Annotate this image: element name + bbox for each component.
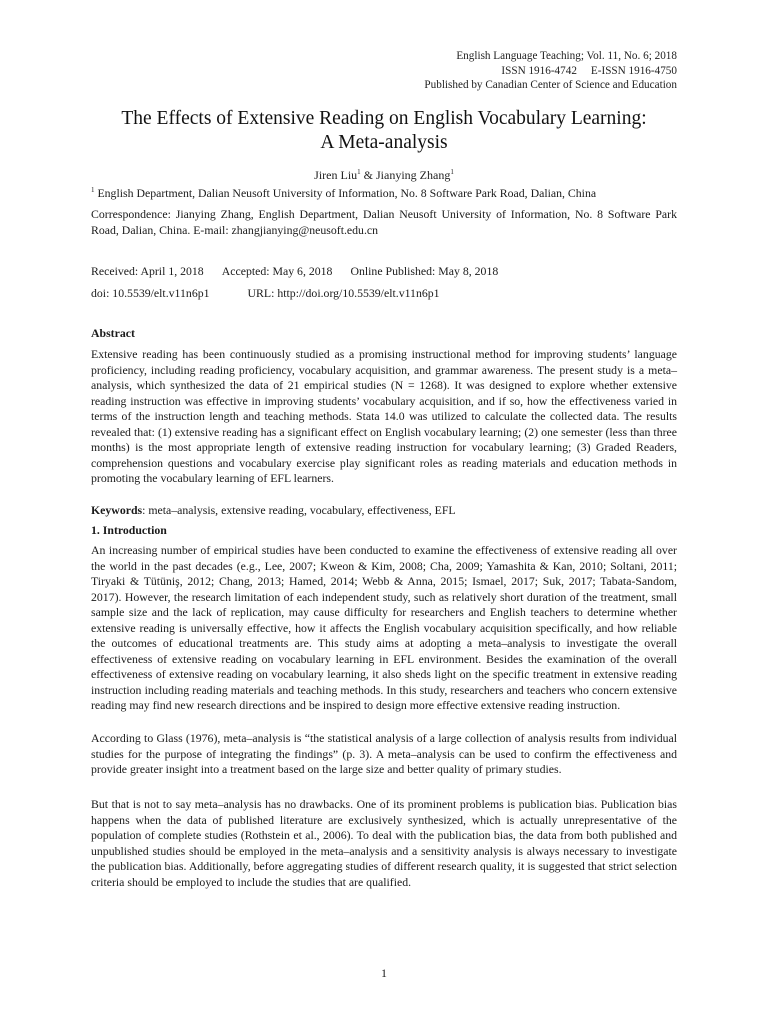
page-number: 1 bbox=[381, 966, 387, 980]
affiliation bbox=[91, 186, 677, 202]
introduction-paragraph-2: According to Glass (1976), meta–analysis is “the statistical analysis of a large collection of analysis results from individual studies for the purpose of integrating the findings” (p. 3). A meta–analysis can be used to confirm the effectiveness and provide greater insight into a treatment based on the large size and better quality of primary studies. bbox=[91, 731, 677, 776]
introduction-paragraph-3: But that is not to say meta–analysis has no drawbacks. One of its prominent problems is publication bias. Publication bias happens when the data of published literature are exclusively synthesized, which is actually unrepresentative of the population of complete studies (Rothstein et al., 2006). To deal with the publication bias, the data from both published and unpublished studies should be employed in the meta–analysis and a sensitivity analysis is always necessary to investigate the publication bias. Additionally, before aggregating studies of different research quality, it is suggested that strict selection criteria should be employed to include the studies that are qualified. bbox=[91, 797, 677, 889]
doi-text: doi: 10.5539/elt.v11n6p1 bbox=[91, 286, 210, 300]
doi-url[interactable]: URL: http://doi.org/10.5539/elt.v11n6p1 bbox=[247, 286, 440, 300]
article-dates bbox=[91, 264, 677, 280]
author-1-affil-marker: 1 bbox=[357, 168, 361, 176]
author-1: Jiren Liu bbox=[314, 168, 358, 182]
paper-title bbox=[0, 107, 768, 155]
introduction-heading: 1. Introduction bbox=[91, 523, 167, 537]
keywords-text: : meta–analysis, extensive reading, vocabulary, effectiveness, EFL bbox=[142, 503, 456, 517]
received-date: Received: April 1, 2018 bbox=[91, 264, 204, 278]
author-2-affil-marker: 1 bbox=[450, 168, 454, 176]
accepted-date: Accepted: May 6, 2018 bbox=[221, 264, 333, 278]
abstract-heading: Abstract bbox=[91, 326, 135, 340]
title-line-1: The Effects of Extensive Reading on English Vocabulary Learning: bbox=[121, 108, 647, 129]
affiliation-text: English Department, Dalian Neusoft University of Information, No. 8 Software Park Road, Dalian, China bbox=[94, 186, 597, 200]
keywords bbox=[91, 503, 677, 519]
journal-header bbox=[424, 49, 677, 93]
author-2: Jianying Zhang bbox=[376, 168, 451, 182]
abstract-text: Extensive reading has been continuously studied as a promising instructional method for improving students’ language proficiency, including reading proficiency, vocabulary acquisition, and grammar awareness. The present study is a meta–analysis, which synthesized the data of 21 empirical studies (N = 1268). It was designed to explore whether extensive reading instruction was effective in improving students’ vocabulary acquisition, and if so, how the effectiveness varied in terms of the instruction length and teaching methods. Stata 14.0 was utilized to calculate the collected data. The results revealed that: (1) extensive reading has a significant effect on English vocabulary learning; (2) one semester (less than three months) is the most appropriate length of extensive reading instruction for vocabulary learning; (3) Graded Readers, comprehension questions and vocabulary exercise play significant roles as reading materials and education methods in promoting the vocabulary learning of EFL learners. bbox=[91, 347, 677, 485]
published-date: Online Published: May 8, 2018 bbox=[350, 264, 499, 278]
journal-line: English Language Teaching; Vol. 11, No. 6; 2018 bbox=[456, 50, 677, 62]
author-separator: & bbox=[360, 168, 376, 182]
introduction-paragraph-1: An increasing number of empirical studies have been conducted to examine the effectiveness of extensive reading all over the world in the past decades (e.g., Lee, 2007; Kweon & Kim, 2008; Cha, 2009; Yamashita & Kan, 2010; Soltani, 2011; Tiryaki & Tütüniş, 2012; Chang, 2013; Hamed, 2014; Webb & Anna, 2015; Ismael, 2017; Suk, 2017; Tabata-Sandom, 2017). However, the research limitation of each independent study, such as relatively short duration of the treatment, small sample size and the lack of replication, may cause difficulty for researchers and English teachers to determine whether extensive reading is universally effective, how it affects the English vocabulary acquisition specifically, and how reliable the outcomes of educational treatments are. This study aims at adopting a meta–analysis to investigate the overall effectiveness of extensive reading on vocabulary learning in EFL environment. Besides the examination of the overall effectiveness of extensive reading on vocabulary learning, it also sheds light on the specific treatment in extensive reading instruction including reading materials and teaching methods. In this study, researchers and teachers who concern extensive reading may find new research directions and be inspired to design more effective extensive reading instruction. bbox=[91, 543, 677, 712]
title-line-2: A Meta-analysis bbox=[320, 132, 448, 153]
correspondence: Correspondence: Jianying Zhang, English Department, Dalian Neusoft University of Information, No. 8 Software Park Road, Dalian, China. E-mail: zhangjianying@neusoft.edu.cn bbox=[91, 207, 677, 237]
issn-line: ISSN 1916-4742 E-ISSN 1916-4750 bbox=[501, 64, 677, 77]
authors bbox=[0, 168, 768, 183]
affiliation-marker: 1 bbox=[91, 186, 95, 195]
publisher-line: Published by Canadian Center of Science and Education bbox=[424, 79, 677, 91]
keywords-label: Keywords bbox=[91, 503, 143, 517]
doi-line bbox=[91, 286, 677, 302]
